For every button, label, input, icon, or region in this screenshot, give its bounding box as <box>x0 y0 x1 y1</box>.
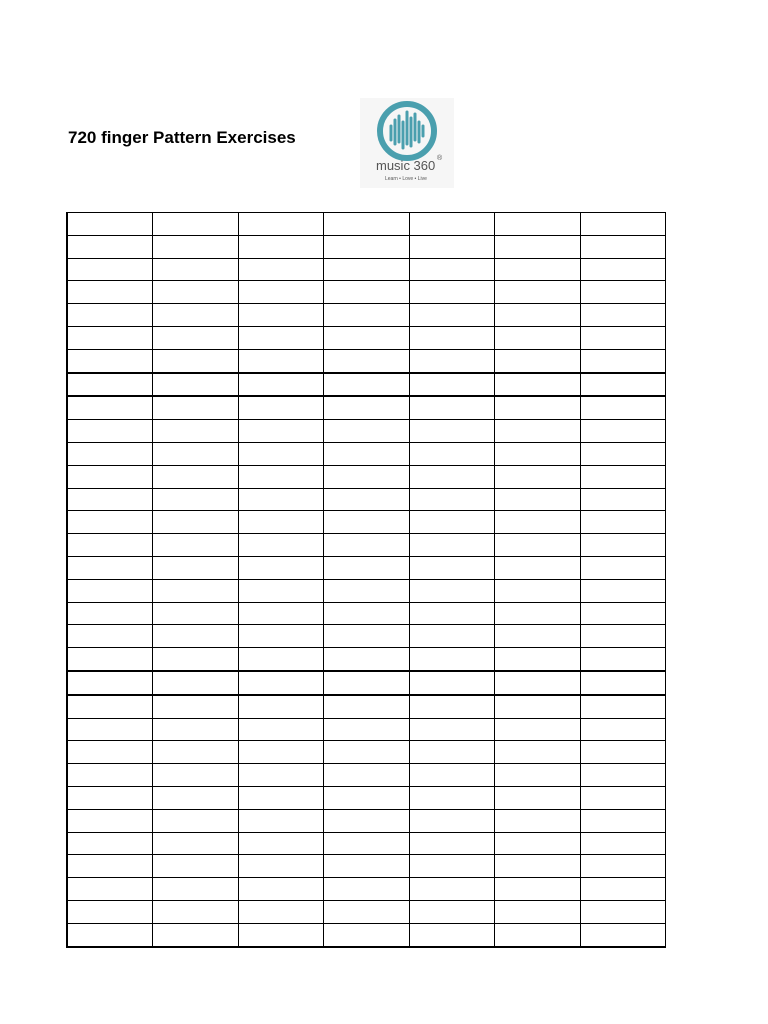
table-cell <box>580 625 666 648</box>
table-cell <box>238 396 324 419</box>
table-cell <box>67 786 153 809</box>
table-cell <box>495 648 581 671</box>
table-cell <box>580 786 666 809</box>
table-cell <box>324 648 410 671</box>
table-cell <box>153 373 239 397</box>
table-cell <box>580 373 666 397</box>
table-cell <box>238 281 324 304</box>
table-cell <box>580 695 666 718</box>
table-cell <box>495 373 581 397</box>
table-cell <box>495 534 581 557</box>
table-cell <box>580 579 666 602</box>
table-cell <box>153 764 239 787</box>
table-cell <box>238 373 324 397</box>
table-cell <box>67 235 153 258</box>
table-cell <box>580 534 666 557</box>
page-title: 720 finger Pattern Exercises <box>68 128 296 147</box>
table-row <box>67 235 666 258</box>
table-cell <box>67 304 153 327</box>
table-cell <box>580 304 666 327</box>
table-cell <box>495 695 581 718</box>
table-cell <box>238 855 324 878</box>
table-cell <box>409 373 495 397</box>
table-cell <box>324 900 410 923</box>
table-row <box>67 579 666 602</box>
table-cell <box>67 349 153 372</box>
table-cell <box>67 671 153 695</box>
table-cell <box>409 235 495 258</box>
table-row <box>67 695 666 718</box>
table-cell <box>153 741 239 764</box>
table-cell <box>324 809 410 832</box>
table-cell <box>153 511 239 534</box>
table-cell <box>238 832 324 855</box>
table-cell <box>495 764 581 787</box>
table-cell <box>580 900 666 923</box>
table-cell <box>238 695 324 718</box>
table-cell <box>153 556 239 579</box>
table-cell <box>580 396 666 419</box>
table-cell <box>67 326 153 349</box>
table-cell <box>495 258 581 281</box>
table-row <box>67 809 666 832</box>
table-cell <box>324 718 410 741</box>
table-cell <box>238 213 324 236</box>
table-cell <box>238 878 324 901</box>
table-cell <box>495 809 581 832</box>
table-cell <box>324 579 410 602</box>
table-cell <box>324 442 410 465</box>
table-cell <box>67 923 153 946</box>
table-cell <box>238 741 324 764</box>
table-cell <box>67 281 153 304</box>
table-cell <box>67 373 153 397</box>
table-cell <box>324 326 410 349</box>
table-cell <box>495 718 581 741</box>
table-cell <box>580 556 666 579</box>
table-cell <box>409 741 495 764</box>
table-cell <box>238 648 324 671</box>
table-cell <box>324 741 410 764</box>
table-cell <box>324 534 410 557</box>
table-cell <box>153 695 239 718</box>
table-cell <box>153 349 239 372</box>
table-cell <box>67 900 153 923</box>
table-cell <box>495 741 581 764</box>
table-cell <box>324 258 410 281</box>
table-cell <box>67 718 153 741</box>
table-cell <box>409 625 495 648</box>
table-cell <box>409 349 495 372</box>
table-cell <box>495 786 581 809</box>
table-cell <box>580 258 666 281</box>
table-cell <box>238 534 324 557</box>
table-cell <box>324 281 410 304</box>
table-cell <box>153 786 239 809</box>
table-cell <box>409 442 495 465</box>
table-cell <box>67 809 153 832</box>
table-cell <box>238 511 324 534</box>
table-row <box>67 258 666 281</box>
table-cell <box>238 923 324 946</box>
table-row <box>67 923 666 946</box>
table-cell <box>67 213 153 236</box>
table-cell <box>324 695 410 718</box>
table-cell <box>153 809 239 832</box>
table-cell <box>409 511 495 534</box>
table-cell <box>409 764 495 787</box>
table-cell <box>238 625 324 648</box>
table-cell <box>495 326 581 349</box>
table-cell <box>580 671 666 695</box>
table-cell <box>238 900 324 923</box>
table-cell <box>153 235 239 258</box>
table-cell <box>409 281 495 304</box>
logo-tagline: Learn • Love • Live <box>385 176 427 182</box>
table-cell <box>324 396 410 419</box>
table-cell <box>153 304 239 327</box>
table-cell <box>67 602 153 625</box>
table-row <box>67 648 666 671</box>
table-cell <box>238 326 324 349</box>
table-cell <box>409 258 495 281</box>
table-row <box>67 326 666 349</box>
table-cell <box>238 258 324 281</box>
table-cell <box>67 764 153 787</box>
table-cell <box>153 579 239 602</box>
table-cell <box>324 556 410 579</box>
table-cell <box>153 326 239 349</box>
table-cell <box>580 855 666 878</box>
table-row <box>67 304 666 327</box>
table-cell <box>580 511 666 534</box>
table-cell <box>580 809 666 832</box>
table-cell <box>324 235 410 258</box>
table-row <box>67 442 666 465</box>
table-cell <box>495 281 581 304</box>
table-cell <box>409 602 495 625</box>
table-cell <box>67 511 153 534</box>
table-cell <box>580 602 666 625</box>
table-cell <box>580 718 666 741</box>
table-cell <box>495 511 581 534</box>
table-row <box>67 488 666 511</box>
table-row <box>67 855 666 878</box>
table-cell <box>153 855 239 878</box>
table-cell <box>495 832 581 855</box>
table-cell <box>153 488 239 511</box>
table-cell <box>153 602 239 625</box>
table-cell <box>580 235 666 258</box>
table-cell <box>67 258 153 281</box>
table-cell <box>153 258 239 281</box>
table-cell <box>238 809 324 832</box>
table-cell <box>580 923 666 946</box>
table-cell <box>324 625 410 648</box>
table-cell <box>67 442 153 465</box>
table-cell <box>153 281 239 304</box>
table-cell <box>67 832 153 855</box>
table-row <box>67 786 666 809</box>
table-cell <box>580 442 666 465</box>
table-cell <box>409 832 495 855</box>
table-cell <box>495 396 581 419</box>
table-cell <box>153 718 239 741</box>
table-cell <box>495 213 581 236</box>
table-cell <box>153 534 239 557</box>
table-cell <box>153 625 239 648</box>
table-cell <box>409 718 495 741</box>
table-cell <box>238 349 324 372</box>
table-cell <box>580 741 666 764</box>
table-row <box>67 602 666 625</box>
table-row <box>67 625 666 648</box>
table-cell <box>409 855 495 878</box>
table-cell <box>409 304 495 327</box>
table-cell <box>324 488 410 511</box>
table-cell <box>580 326 666 349</box>
table-cell <box>409 488 495 511</box>
table-cell <box>67 855 153 878</box>
table-cell <box>495 349 581 372</box>
table-cell <box>324 855 410 878</box>
logo-registered-mark: ® <box>437 155 443 162</box>
table-cell <box>409 534 495 557</box>
table-cell <box>67 488 153 511</box>
table-cell <box>409 671 495 695</box>
table-cell <box>495 923 581 946</box>
table-cell <box>238 556 324 579</box>
table-row <box>67 349 666 372</box>
table-cell <box>495 420 581 443</box>
table-row <box>67 718 666 741</box>
table-cell <box>580 213 666 236</box>
table-cell <box>67 625 153 648</box>
table-cell <box>409 695 495 718</box>
table-cell <box>238 465 324 488</box>
table-cell <box>580 832 666 855</box>
table-cell <box>409 648 495 671</box>
table-cell <box>324 878 410 901</box>
table-cell <box>495 602 581 625</box>
table-cell <box>153 213 239 236</box>
table-cell <box>409 579 495 602</box>
table-cell <box>67 741 153 764</box>
table-cell <box>409 809 495 832</box>
table-cell <box>153 900 239 923</box>
table-cell <box>409 556 495 579</box>
table-cell <box>153 878 239 901</box>
table-row <box>67 534 666 557</box>
table-row <box>67 373 666 397</box>
table-cell <box>409 900 495 923</box>
table-cell <box>324 213 410 236</box>
table-cell <box>153 671 239 695</box>
table-cell <box>409 878 495 901</box>
table-cell <box>67 465 153 488</box>
table-cell <box>67 579 153 602</box>
table-cell <box>67 878 153 901</box>
table-row <box>67 465 666 488</box>
table-cell <box>67 695 153 718</box>
table-cell <box>409 326 495 349</box>
table-cell <box>238 786 324 809</box>
table-cell <box>324 420 410 443</box>
table-cell <box>153 396 239 419</box>
table-cell <box>495 900 581 923</box>
table-cell <box>153 465 239 488</box>
table-cell <box>238 235 324 258</box>
table-cell <box>580 349 666 372</box>
table-cell <box>580 878 666 901</box>
logo-brand-text: music 360 <box>376 158 436 173</box>
table-cell <box>67 556 153 579</box>
table-cell <box>495 442 581 465</box>
table-cell <box>153 420 239 443</box>
table-row <box>67 396 666 419</box>
table-cell <box>67 534 153 557</box>
table-cell <box>324 671 410 695</box>
table-cell <box>409 465 495 488</box>
table-cell <box>409 396 495 419</box>
table-cell <box>495 625 581 648</box>
table-cell <box>495 235 581 258</box>
table-cell <box>324 304 410 327</box>
table-cell <box>409 923 495 946</box>
exercise-grid-table <box>66 212 666 948</box>
table-row <box>67 741 666 764</box>
table-cell <box>580 648 666 671</box>
table-cell <box>580 281 666 304</box>
table-cell <box>67 396 153 419</box>
table-cell <box>324 349 410 372</box>
table-cell <box>495 855 581 878</box>
table-cell <box>238 602 324 625</box>
table-cell <box>495 304 581 327</box>
table-cell <box>238 579 324 602</box>
table-row <box>67 511 666 534</box>
table-cell <box>153 648 239 671</box>
table-cell <box>495 465 581 488</box>
table-cell <box>409 213 495 236</box>
table-cell <box>580 420 666 443</box>
table-cell <box>324 465 410 488</box>
table-cell <box>238 488 324 511</box>
table-cell <box>238 420 324 443</box>
table-cell <box>324 786 410 809</box>
table-cell <box>495 671 581 695</box>
table-row <box>67 832 666 855</box>
table-cell <box>153 442 239 465</box>
table-cell <box>580 764 666 787</box>
table-cell <box>324 602 410 625</box>
table-cell <box>580 488 666 511</box>
table-cell <box>324 511 410 534</box>
table-cell <box>238 304 324 327</box>
table-cell <box>238 718 324 741</box>
table-row <box>67 556 666 579</box>
table-cell <box>409 420 495 443</box>
table-cell <box>67 420 153 443</box>
table-cell <box>495 488 581 511</box>
table-cell <box>67 648 153 671</box>
table-row <box>67 878 666 901</box>
table-cell <box>495 556 581 579</box>
table-row <box>67 671 666 695</box>
music360-logo <box>360 98 454 188</box>
table-cell <box>324 832 410 855</box>
table-cell <box>238 671 324 695</box>
table-cell <box>495 878 581 901</box>
table-row <box>67 900 666 923</box>
table-row <box>67 420 666 443</box>
table-row <box>67 281 666 304</box>
table-cell <box>153 923 239 946</box>
table-cell <box>409 786 495 809</box>
table-cell <box>495 579 581 602</box>
table-row <box>67 764 666 787</box>
table-cell <box>238 764 324 787</box>
table-cell <box>153 832 239 855</box>
table-cell <box>238 442 324 465</box>
table-row <box>67 213 666 236</box>
table-cell <box>324 923 410 946</box>
table-cell <box>580 465 666 488</box>
table-cell <box>324 373 410 397</box>
table-cell <box>324 764 410 787</box>
